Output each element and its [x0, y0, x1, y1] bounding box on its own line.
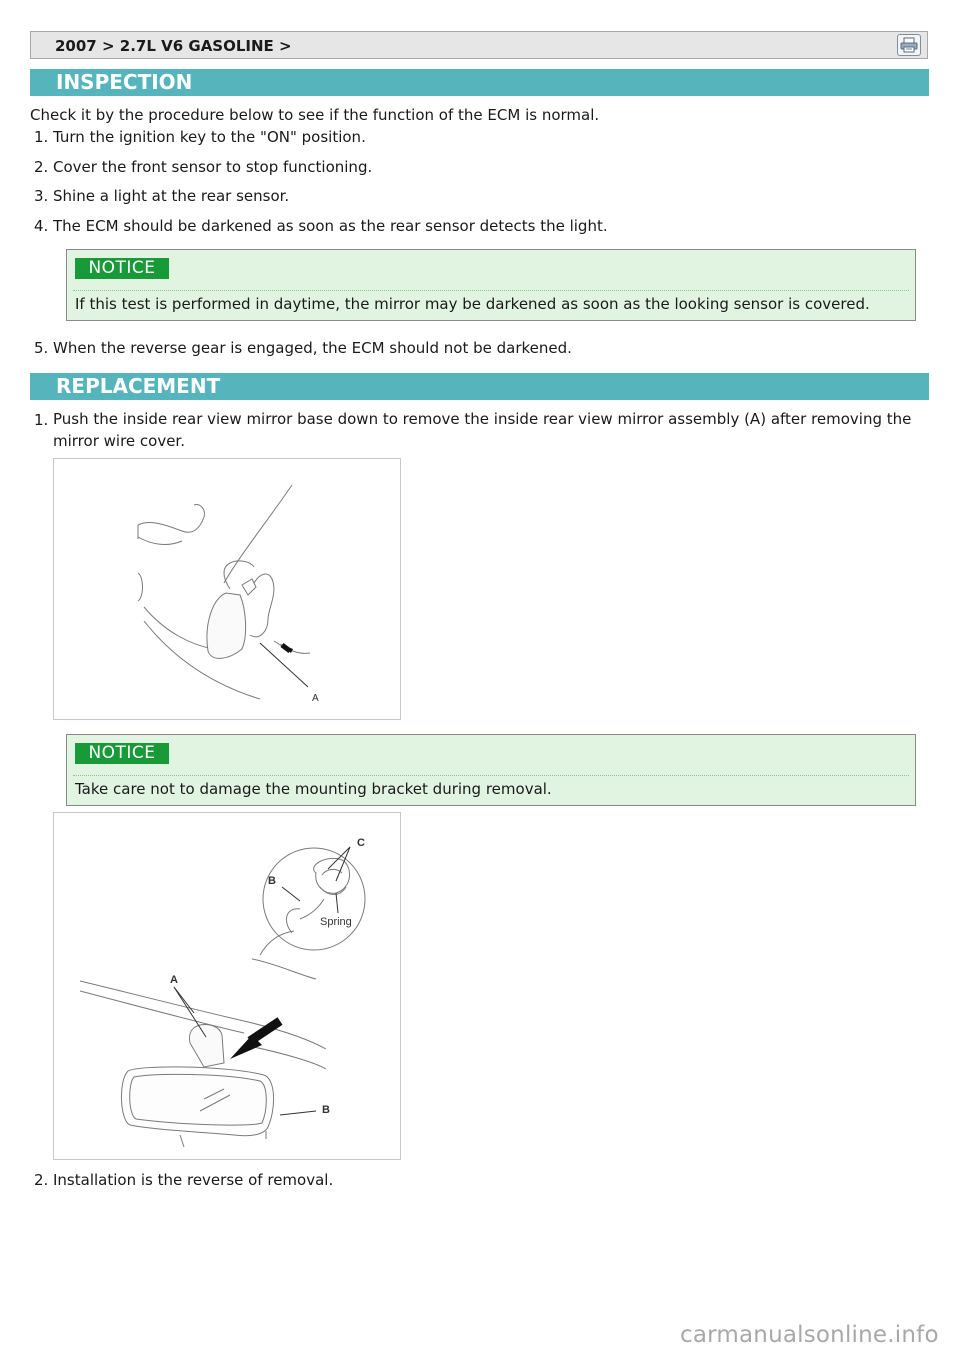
step-text: Installation is the reverse of removal. — [53, 1171, 334, 1189]
figure-mirror-removal — [53, 458, 401, 720]
step-text: The ECM should be darkened as soon as the rear sensor detects the light. — [53, 217, 608, 235]
step-text: Cover the front sensor to stop functioning. — [53, 158, 373, 176]
label-spring: Spring — [320, 916, 352, 928]
step-number: 1. — [34, 411, 49, 429]
notice-divider — [73, 290, 909, 291]
breadcrumb-text: 2007 > 2.7L V6 GASOLINE > — [55, 37, 292, 55]
notice-box-replacement — [66, 734, 916, 806]
step-text: Shine a light at the rear sensor. — [53, 187, 290, 205]
section-heading-inspection: INSPECTION — [30, 69, 929, 96]
print-button[interactable] — [897, 34, 921, 56]
step-number: 1. — [34, 128, 49, 146]
label-c: C — [357, 837, 365, 849]
mirror-removal-illustration — [54, 459, 402, 721]
section-heading-replacement: REPLACEMENT — [30, 373, 929, 400]
step-number: 3. — [34, 187, 49, 205]
notice-badge: NOTICE — [75, 258, 169, 279]
breadcrumb — [30, 31, 928, 59]
label-a: A — [312, 693, 319, 704]
step-text: Push the inside rear view mirror base down to remove the inside rear view mirror assembly (A) after removing the mirror wire cover. — [53, 410, 912, 450]
notice-divider — [73, 775, 909, 776]
step-text: When the reverse gear is engaged, the ECM should not be darkened. — [53, 339, 572, 357]
label-b-detail: B — [268, 875, 276, 887]
step-number: 5. — [34, 339, 49, 357]
notice-box-inspection — [66, 249, 916, 321]
notice-text: Take care not to damage the mounting bracket during removal. — [75, 780, 552, 798]
notice-badge: NOTICE — [75, 743, 169, 764]
step-number: 2. — [34, 1171, 49, 1189]
step-number: 4. — [34, 217, 49, 235]
step-text: Turn the ignition key to the "ON" position. — [53, 128, 366, 146]
watermark: carmanualsonline.info — [680, 1322, 939, 1348]
label-b-mirror: B — [322, 1104, 330, 1116]
mirror-bracket-illustration — [54, 813, 402, 1161]
step-number: 2. — [34, 158, 49, 176]
label-a: A — [170, 974, 178, 986]
printer-icon — [900, 37, 918, 53]
notice-text: If this test is performed in daytime, the mirror may be darkened as soon as the looking sensor is covered. — [75, 295, 870, 313]
inspection-intro: Check it by the procedure below to see if the function of the ECM is normal. — [30, 106, 600, 124]
figure-mirror-bracket — [53, 812, 401, 1160]
